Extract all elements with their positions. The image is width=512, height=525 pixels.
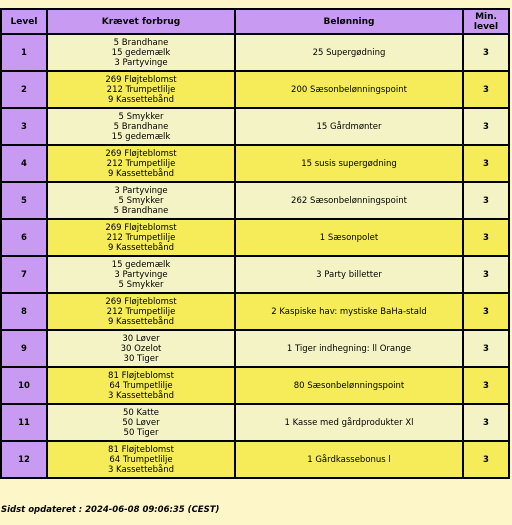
min-level-cell: 3: [463, 367, 509, 404]
required-cell: [47, 404, 235, 441]
min-level-cell: 3: [463, 145, 509, 182]
required-item: 5 Smykker: [118, 279, 164, 290]
required-cell: [47, 256, 235, 293]
min-level-cell: 3: [463, 219, 509, 256]
min-level-cell: 3: [463, 330, 509, 367]
required-cell: [47, 330, 235, 367]
level-cell: 2: [1, 71, 47, 108]
required-item: 5 Smykker: [118, 111, 164, 122]
required-item: 3 Partyvinge: [114, 57, 168, 68]
reward-cell: 262 Sæsonbelønningspoint: [235, 182, 463, 219]
required-item: 81 Fløjteblomst: [108, 444, 174, 455]
required-item: 81 Fløjteblomst: [108, 370, 174, 381]
reward-cell: 15 susis supergødning: [235, 145, 463, 182]
required-item: 15 gedemælk: [111, 47, 171, 58]
reward-cell: 1 Kasse med gårdprodukter Xl: [235, 404, 463, 441]
table-row: [1, 71, 509, 108]
reward-cell: 80 Sæsonbelønningspoint: [235, 367, 463, 404]
last-updated: Sidst opdateret : 2024-06-08 09:06:35 (CEST): [1, 505, 220, 515]
table-row: [1, 256, 509, 293]
level-cell: 12: [1, 441, 47, 478]
table-row: [1, 330, 509, 367]
reward-cell: 200 Sæsonbelønningspoint: [235, 71, 463, 108]
min-level-cell: 3: [463, 108, 509, 145]
required-item: 9 Kassettebånd: [107, 168, 175, 179]
level-cell: 6: [1, 219, 47, 256]
min-level-cell: 3: [463, 256, 509, 293]
levels-table: [0, 8, 510, 479]
min-level-cell: 3: [463, 441, 509, 478]
min-level-cell: 3: [463, 182, 509, 219]
required-item: 269 Fløjteblomst: [105, 222, 177, 233]
required-item: 5 Brandhane: [113, 37, 169, 48]
required-item: 30 Løver: [122, 333, 160, 344]
required-item: 269 Fløjteblomst: [105, 296, 177, 307]
table-row: [1, 182, 509, 219]
required-cell: [47, 441, 235, 478]
table-row: [1, 367, 509, 404]
required-item: 3 Partyvinge: [114, 269, 168, 280]
level-cell: 11: [1, 404, 47, 441]
required-item: 3 Kassettebånd: [107, 390, 175, 401]
level-cell: 1: [1, 34, 47, 71]
level-cell: 7: [1, 256, 47, 293]
reward-cell: 1 Gårdkassebonus l: [235, 441, 463, 478]
header-row: [1, 9, 509, 34]
required-item: 64 Trumpetlilje: [109, 380, 173, 391]
header-min-level-line2: level: [473, 21, 499, 32]
reward-cell: 1 Tiger indhegning: ll Orange: [235, 330, 463, 367]
required-item: 3 Partyvinge: [114, 185, 168, 196]
table-row: [1, 34, 509, 71]
required-item: 269 Fløjteblomst: [105, 74, 177, 85]
required-item: 9 Kassettebånd: [107, 94, 175, 105]
required-item: 212 Trumpetlilje: [106, 306, 176, 317]
required-item: 269 Fløjteblomst: [105, 148, 177, 159]
table-row: [1, 108, 509, 145]
reward-cell: 1 Sæsonpolet: [235, 219, 463, 256]
required-item: 5 Smykker: [118, 195, 164, 206]
table-body: [1, 34, 509, 478]
required-cell: [47, 71, 235, 108]
reward-cell: 25 Supergødning: [235, 34, 463, 71]
required-item: 3 Kassettebånd: [107, 464, 175, 475]
required-cell: [47, 182, 235, 219]
header-required: Krævet forbrug: [47, 9, 235, 34]
min-level-cell: 3: [463, 293, 509, 330]
level-cell: 4: [1, 145, 47, 182]
reward-cell: 3 Party billetter: [235, 256, 463, 293]
required-item: 212 Trumpetlilje: [106, 84, 176, 95]
required-item: 50 Katte: [122, 407, 160, 418]
required-item: 30 Ozelot: [120, 343, 162, 354]
required-item: 15 gedemælk: [111, 259, 171, 270]
level-cell: 10: [1, 367, 47, 404]
level-cell: 8: [1, 293, 47, 330]
required-item: 212 Trumpetlilje: [106, 158, 176, 169]
level-cell: 5: [1, 182, 47, 219]
required-cell: [47, 108, 235, 145]
header-min-level: [463, 9, 509, 34]
required-item: 9 Kassettebånd: [107, 316, 175, 327]
required-item: 15 gedemælk: [111, 131, 171, 142]
required-cell: [47, 219, 235, 256]
required-item: 50 Løver: [122, 417, 160, 428]
header-level: Level: [1, 9, 47, 34]
min-level-cell: 3: [463, 34, 509, 71]
required-cell: [47, 367, 235, 404]
required-item: 50 Tiger: [123, 427, 159, 438]
reward-cell: 15 Gårdmønter: [235, 108, 463, 145]
table-row: [1, 293, 509, 330]
required-cell: [47, 293, 235, 330]
table-row: [1, 219, 509, 256]
required-item: 5 Brandhane: [113, 205, 169, 216]
header-min-level-line1: Min.: [475, 11, 497, 22]
required-item: 64 Trumpetlilje: [109, 454, 173, 465]
min-level-cell: 3: [463, 404, 509, 441]
level-cell: 9: [1, 330, 47, 367]
required-item: 9 Kassettebånd: [107, 242, 175, 253]
table-row: [1, 404, 509, 441]
reward-cell: 2 Kaspiske hav: mystiske BaHa-stald: [235, 293, 463, 330]
required-cell: [47, 34, 235, 71]
level-cell: 3: [1, 108, 47, 145]
required-item: 5 Brandhane: [113, 121, 169, 132]
header-reward: Belønning: [235, 9, 463, 34]
required-item: 212 Trumpetlilje: [106, 232, 176, 243]
required-cell: [47, 145, 235, 182]
min-level-cell: 3: [463, 71, 509, 108]
table-row: [1, 441, 509, 478]
table-row: [1, 145, 509, 182]
required-item: 30 Tiger: [123, 353, 159, 364]
